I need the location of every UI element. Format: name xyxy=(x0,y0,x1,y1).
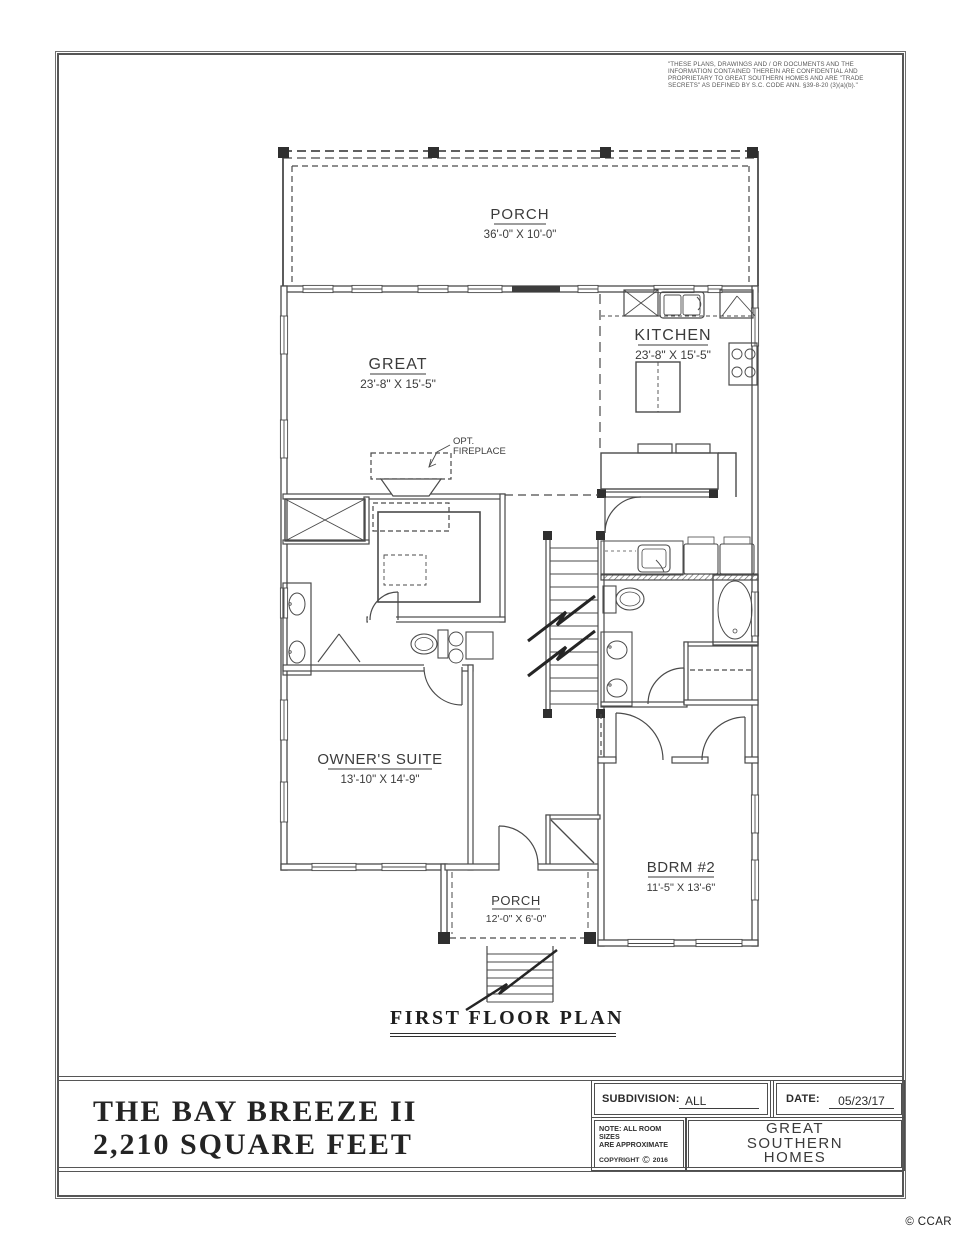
wall-posts xyxy=(543,489,718,718)
hall-vanity xyxy=(601,632,632,706)
svg-text:23'-8" X 15'-5": 23'-8" X 15'-5" xyxy=(360,377,436,391)
svg-text:12'-0" X 6'-0": 12'-0" X 6'-0" xyxy=(485,913,547,925)
lower-porch xyxy=(438,872,596,944)
cased-openings xyxy=(505,294,601,756)
svg-text:KITCHEN: KITCHEN xyxy=(634,327,712,344)
copyright-text: COPYRIGHT xyxy=(599,1157,640,1164)
titleblock-divider-top xyxy=(58,1076,903,1081)
svg-text:OWNER'S SUITE: OWNER'S SUITE xyxy=(317,751,443,768)
note-line: ARE APPROXIMATE xyxy=(599,1140,669,1149)
copyright-line xyxy=(599,1155,680,1166)
water-closet xyxy=(318,630,493,663)
svg-text:11'-5" X 13'-6": 11'-5" X 13'-6" xyxy=(646,882,716,894)
exterior-walls xyxy=(281,286,758,946)
plan-name: THE BAY BREEZE II xyxy=(93,1095,418,1128)
fireplace-note xyxy=(453,436,506,457)
windows xyxy=(280,285,758,946)
svg-text:13'-10" X 14'-9": 13'-10" X 14'-9" xyxy=(340,774,420,786)
linen-closet xyxy=(285,499,365,541)
hall-bath-counter xyxy=(601,541,683,575)
date-label: DATE: xyxy=(786,1093,820,1105)
fireplace xyxy=(371,445,451,531)
disclaimer-line: SECRETS" AS DEFINED BY S.C. CODE ANN. §39-8-20 (3)(a)(b)." xyxy=(668,82,858,90)
builder-name xyxy=(689,1121,901,1167)
builder-line: SOUTHERN xyxy=(746,1134,844,1152)
svg-text:23'-8" X 15'-5": 23'-8" X 15'-5" xyxy=(635,348,711,362)
kitchen-hall-door xyxy=(605,497,641,533)
room-label-bdrm2 xyxy=(647,859,716,894)
patio-slider-door xyxy=(512,286,560,292)
copyright-year: 2016 xyxy=(652,1157,668,1164)
footer-credit: © CCAR xyxy=(905,1216,952,1228)
staircase xyxy=(550,548,598,704)
svg-text:OPT.: OPT. xyxy=(453,436,475,447)
room-label-great xyxy=(360,356,436,391)
date-box xyxy=(776,1083,902,1115)
stair-break-symbol xyxy=(528,596,595,676)
copyright-icon: © xyxy=(642,1155,650,1166)
bedroom2-entry-door xyxy=(616,713,663,760)
kitchen-counters xyxy=(601,290,755,318)
rear-porch-door xyxy=(499,826,538,864)
hall-toilet xyxy=(603,586,644,613)
laundry-appliances xyxy=(684,537,754,574)
svg-text:GREAT: GREAT xyxy=(368,356,428,373)
svg-text:PORCH: PORCH xyxy=(490,206,550,223)
disclaimer-line: "THESE PLANS, DRAWINGS AND / OR DOCUMENTS AND THE xyxy=(668,61,854,68)
room-label-kitchen xyxy=(634,327,711,362)
plan-square-feet: 2,210 SQUARE FEET xyxy=(93,1128,413,1161)
owners-closet xyxy=(368,512,480,623)
bedroom2-closet-door xyxy=(702,717,745,760)
room-label-porch-top xyxy=(484,206,557,241)
builder-box xyxy=(688,1120,902,1168)
refrigerator-icon xyxy=(720,290,755,318)
entry-steps xyxy=(466,946,557,1010)
pantry-cabinet xyxy=(624,290,658,316)
subdivision-value: ALL xyxy=(679,1094,759,1109)
svg-text:FIREPLACE: FIREPLACE xyxy=(453,446,506,457)
hall-closet xyxy=(551,820,594,863)
room-label-porch-bottom xyxy=(486,893,547,925)
svg-text:PORCH: PORCH xyxy=(491,893,541,908)
room-label-owners-suite xyxy=(317,751,442,786)
drawing-title-text: FIRST FLOOR PLAN xyxy=(390,1007,616,1034)
note-line: NOTE: ALL ROOM SIZES xyxy=(599,1124,662,1141)
drawing-title xyxy=(390,1007,625,1037)
hall-bath-door xyxy=(648,668,684,704)
kitchen-island xyxy=(636,362,680,412)
plan-name-block xyxy=(93,1095,417,1161)
date-value: 05/23/17 xyxy=(829,1094,894,1109)
porch-posts xyxy=(278,147,758,158)
builder-line: GREAT xyxy=(765,1120,825,1138)
disclaimer-line: INFORMATION CONTAINED THEREIN ARE CONFIDENTIAL AND xyxy=(668,68,858,76)
owners-suite-door xyxy=(424,664,462,705)
svg-text:BDRM #2: BDRM #2 xyxy=(646,859,716,876)
breakfast-bar xyxy=(601,444,736,497)
subdivision-box xyxy=(594,1083,768,1115)
kitchen-sink xyxy=(660,292,704,318)
disclaimer-line: PROPRIETARY TO GREAT SOUTHERN HOMES AND ARE "TRADE xyxy=(668,75,864,83)
note-box xyxy=(594,1120,684,1168)
builder-line: HOMES xyxy=(763,1149,827,1167)
interior-walls xyxy=(283,492,758,870)
subdivision-label: SUBDIVISION: xyxy=(602,1093,680,1105)
svg-text:36'-0" X 10'-0": 36'-0" X 10'-0" xyxy=(483,229,557,241)
